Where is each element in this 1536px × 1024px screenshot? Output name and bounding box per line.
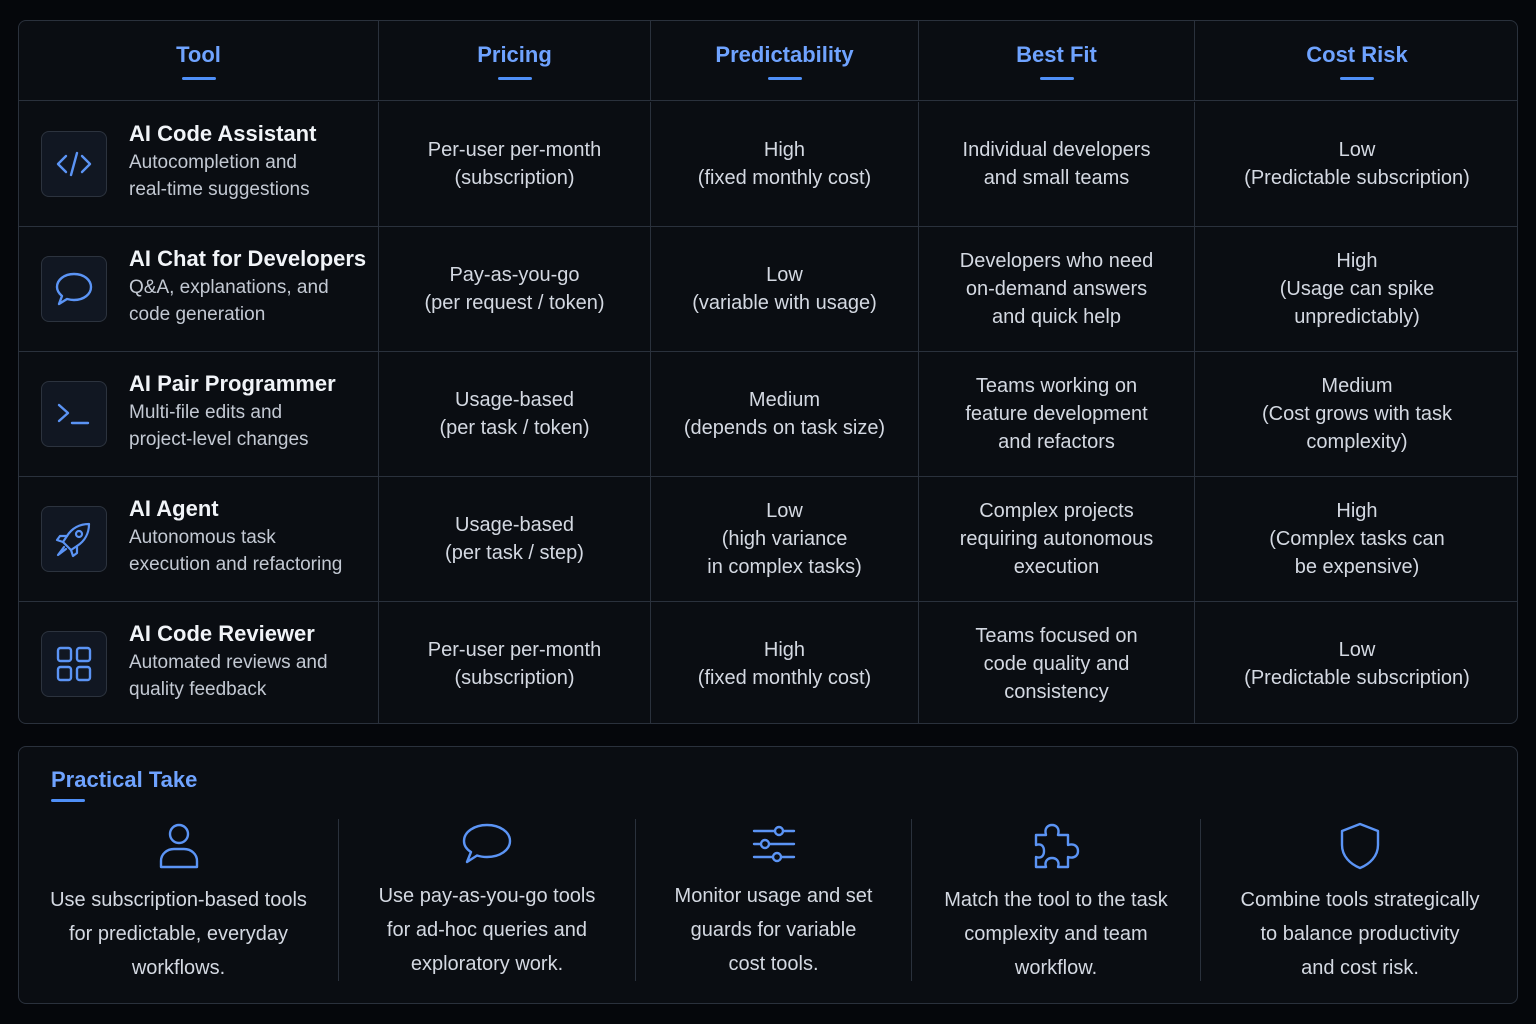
tool-description: Q&A, explanations, and xyxy=(129,277,329,298)
predictability-text: Medium xyxy=(748,389,821,411)
header-pricing-label: Pricing xyxy=(477,42,552,67)
header-underline xyxy=(498,77,532,80)
header-cost-risk xyxy=(1195,21,1518,100)
predictability-cell xyxy=(651,102,919,226)
best-fit-cell xyxy=(919,102,1195,226)
tool-cell xyxy=(19,352,379,476)
pricing-text: Usage-based xyxy=(455,389,574,411)
tool-text xyxy=(129,369,336,453)
practical-take-line: complexity and team xyxy=(964,923,1148,945)
practical-take-line: to balance productivity xyxy=(1260,923,1460,945)
pricing-text: Per-user per-month xyxy=(427,638,602,661)
tool-text xyxy=(129,619,328,703)
best-fit-text: Developers who need xyxy=(959,250,1154,272)
best-fit-cell xyxy=(919,227,1195,351)
rocket-icon xyxy=(41,506,107,572)
sliders-icon xyxy=(751,821,797,867)
pricing-text: Pay-as-you-go xyxy=(449,264,580,286)
pricing-cell xyxy=(379,102,651,226)
pricing-text: (per request / token) xyxy=(424,292,605,314)
cost-risk-cell xyxy=(1195,352,1518,476)
tool-text xyxy=(129,494,342,578)
cost-risk-text: (Usage can spike xyxy=(1279,278,1435,300)
cost-risk-cell xyxy=(1195,227,1518,351)
practical-take-text xyxy=(38,883,319,985)
cost-risk-text: High xyxy=(1336,500,1378,522)
tool-description: project-level changes xyxy=(129,429,309,450)
header-underline xyxy=(1340,77,1374,80)
tool-description: real-time suggestions xyxy=(129,179,310,200)
cost-risk-text: (Predictable subscription) xyxy=(1244,666,1470,689)
tool-text xyxy=(129,119,316,203)
pricing-text: (subscription) xyxy=(454,666,575,689)
cost-risk-text: complexity) xyxy=(1306,431,1408,453)
cost-risk-text: Low xyxy=(1338,139,1376,161)
best-fit-cell xyxy=(919,477,1195,601)
practical-take-text xyxy=(663,879,885,981)
cost-risk-text: (Predictable subscription) xyxy=(1244,167,1470,189)
best-fit-cell xyxy=(919,602,1195,724)
cost-risk-text: High xyxy=(1336,250,1378,272)
practical-take-title: Practical Take xyxy=(51,767,198,792)
header-pricing xyxy=(379,21,651,100)
practical-take-line: workflows. xyxy=(131,957,226,979)
practical-take-line: for predictable, everyday xyxy=(68,923,288,945)
tool-description: Autocompletion and xyxy=(129,152,297,173)
predictability-cell xyxy=(651,602,919,724)
best-fit-cell xyxy=(919,352,1195,476)
table-row xyxy=(19,352,1518,477)
practical-take-text xyxy=(1229,883,1492,985)
shield-icon xyxy=(1338,821,1382,871)
title-underline xyxy=(51,799,85,802)
practical-take-item xyxy=(912,819,1201,981)
cost-risk-cell xyxy=(1195,602,1518,724)
table-row xyxy=(19,102,1518,227)
best-fit-text: code quality and xyxy=(983,652,1130,675)
header-tool-label: Tool xyxy=(176,42,221,67)
predictability-cell xyxy=(651,352,919,476)
best-fit-text: and quick help xyxy=(992,306,1121,328)
practical-take-text xyxy=(367,879,608,981)
pricing-cell xyxy=(379,602,651,724)
header-underline xyxy=(768,77,802,80)
chat-bubble-icon xyxy=(41,256,107,322)
puzzle-icon xyxy=(1031,821,1081,871)
best-fit-text: Teams working on xyxy=(975,375,1138,397)
pricing-text: Per-user per-month xyxy=(427,139,602,161)
tool-name: AI Code Reviewer xyxy=(129,620,315,646)
predictability-text: Low xyxy=(766,500,803,522)
pricing-text: (per task / token) xyxy=(439,417,590,439)
cost-risk-text: Medium xyxy=(1321,375,1393,397)
practical-take-line: cost tools. xyxy=(728,953,819,975)
grid-squares-icon xyxy=(41,631,107,697)
best-fit-text: requiring autonomous xyxy=(959,528,1154,550)
tool-name: AI Code Assistant xyxy=(129,121,317,146)
header-underline xyxy=(182,77,216,80)
predictability-text: (fixed monthly cost) xyxy=(697,167,872,189)
predictability-text: Low xyxy=(766,264,803,286)
best-fit-text: Complex projects xyxy=(979,500,1134,522)
code-brackets-icon xyxy=(41,131,107,197)
tool-name: AI Agent xyxy=(129,496,219,521)
practical-take-items xyxy=(19,819,1519,981)
table-header-row xyxy=(19,21,1518,101)
pricing-cell xyxy=(379,477,651,601)
cost-risk-cell xyxy=(1195,477,1518,601)
tool-description: Autonomous task xyxy=(129,527,276,548)
header-tool xyxy=(19,21,379,100)
best-fit-text: Teams focused on xyxy=(975,624,1138,647)
best-fit-text: feature development xyxy=(965,403,1148,425)
best-fit-text: Individual developers xyxy=(962,139,1151,161)
tool-text xyxy=(129,244,366,328)
predictability-text: (variable with usage) xyxy=(692,292,877,314)
chat-bubble-icon xyxy=(460,821,514,867)
practical-take-panel xyxy=(18,746,1518,1004)
header-cost-risk-label: Cost Risk xyxy=(1306,42,1408,67)
practical-take-line: Use subscription-based tools xyxy=(50,889,307,911)
header-predictability xyxy=(651,21,919,100)
tool-cell xyxy=(19,102,379,226)
pricing-cell xyxy=(379,227,651,351)
user-icon xyxy=(157,821,201,871)
pricing-cell xyxy=(379,352,651,476)
pricing-text: Usage-based xyxy=(455,514,574,536)
practical-take-line: and cost risk. xyxy=(1301,957,1419,979)
comparison-table xyxy=(18,20,1518,724)
best-fit-text: execution xyxy=(1013,556,1100,578)
predictability-text: in complex tasks) xyxy=(707,556,862,578)
practical-take-line: exploratory work. xyxy=(410,953,564,975)
tool-name: AI Pair Programmer xyxy=(129,371,336,396)
best-fit-text: consistency xyxy=(1004,680,1109,703)
best-fit-text: and refactors xyxy=(998,431,1115,453)
tool-description: Automated reviews and xyxy=(129,651,328,673)
tool-description: quality feedback xyxy=(129,678,267,700)
tool-description: execution and refactoring xyxy=(129,554,343,575)
practical-take-item xyxy=(1201,819,1519,981)
table-row xyxy=(19,227,1518,352)
practical-take-line: for ad-hoc queries and xyxy=(386,919,588,941)
predictability-text: High xyxy=(763,638,806,661)
cost-risk-text: Low xyxy=(1338,638,1376,661)
pricing-text: (subscription) xyxy=(454,167,575,189)
pricing-text: (per task / step) xyxy=(445,542,584,564)
practical-take-item xyxy=(339,819,636,981)
best-fit-text: and small teams xyxy=(983,167,1130,189)
practical-take-text xyxy=(932,883,1179,985)
header-best-fit xyxy=(919,21,1195,100)
best-fit-text: on-demand answers xyxy=(965,278,1148,300)
terminal-icon xyxy=(41,381,107,447)
table-row xyxy=(19,477,1518,602)
cost-risk-text: (Cost grows with task xyxy=(1261,403,1453,425)
tool-cell xyxy=(19,477,379,601)
predictability-text: (high variance xyxy=(721,528,848,550)
cost-risk-text: be expensive) xyxy=(1294,556,1420,578)
practical-take-line: Combine tools strategically xyxy=(1240,889,1480,911)
practical-take-line: Match the tool to the task xyxy=(944,889,1168,911)
table-row xyxy=(19,602,1518,724)
predictability-text: (depends on task size) xyxy=(683,417,886,439)
tool-description: Multi-file edits and xyxy=(129,402,283,423)
tool-cell xyxy=(19,602,379,724)
header-best-fit-label: Best Fit xyxy=(1016,42,1097,67)
cost-risk-text: (Complex tasks can xyxy=(1269,528,1445,550)
predictability-cell xyxy=(651,227,919,351)
practical-take-line: Monitor usage and set xyxy=(674,885,873,907)
practical-take-item xyxy=(19,819,339,981)
header-underline xyxy=(1040,77,1074,80)
predictability-cell xyxy=(651,477,919,601)
cost-risk-cell xyxy=(1195,102,1518,226)
tool-cell xyxy=(19,227,379,351)
tool-description: code generation xyxy=(129,304,266,325)
practical-take-line: workflow. xyxy=(1014,957,1098,979)
predictability-text: High xyxy=(763,139,806,161)
practical-take-line: Use pay-as-you-go tools xyxy=(378,885,596,907)
practical-take-line: guards for variable xyxy=(690,919,857,941)
predictability-text: (fixed monthly cost) xyxy=(697,666,872,689)
practical-take-item xyxy=(636,819,912,981)
tool-name: AI Chat for Developers xyxy=(129,246,367,271)
cost-risk-text: unpredictably) xyxy=(1294,306,1420,328)
header-predictability-label: Predictability xyxy=(715,42,854,67)
